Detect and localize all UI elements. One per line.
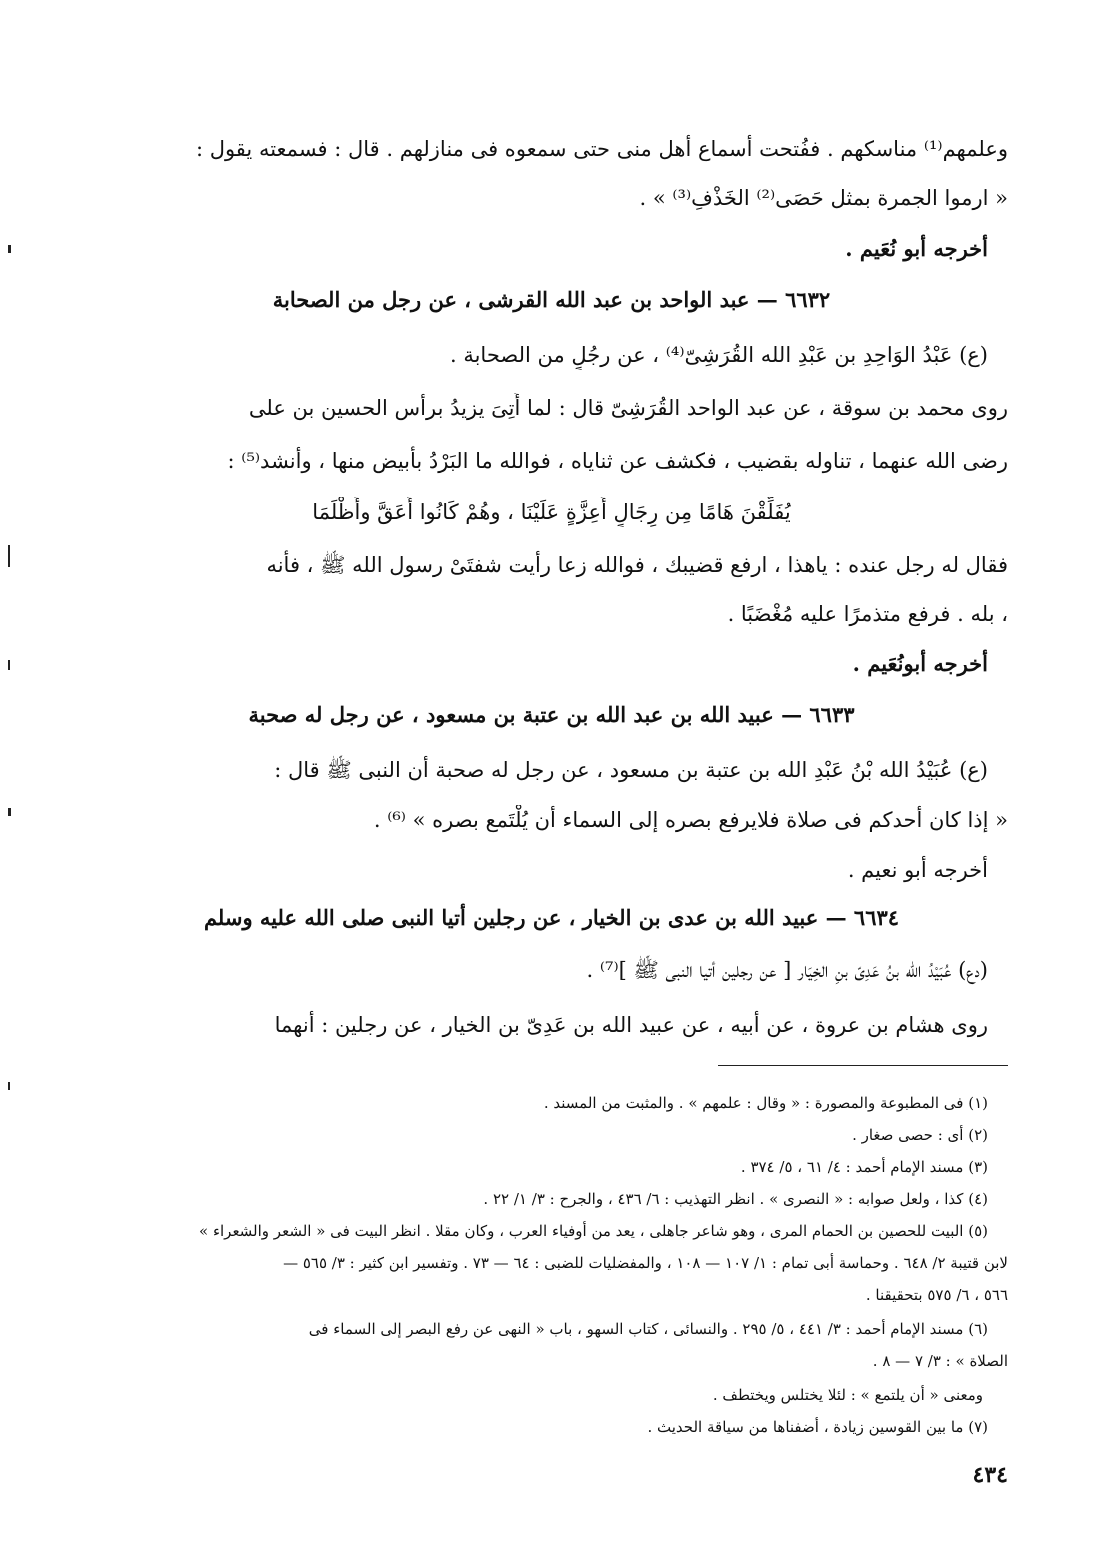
footnote-1: (١) فى المطبوعة والمصورة : « وقال : علمهم » . والمثبت من المسند .	[543, 1094, 988, 1112]
scan-margin-mark	[8, 545, 10, 567]
body-line-6: روى محمد بن سوقة ، عن عبد الواحد القُرَشِىّ قال : لما أُتِىَ يزيدُ برأس الحسين بن على	[248, 396, 1008, 420]
citation-abu-nuaym-3: أخرجه أبو نعيم .	[847, 858, 988, 882]
footnote-5-line-1: (٥) البيت للحصين بن الحمام المرى ، وهو شاعر جاهلى ، يعد من أوفياء العرب ، وكان مقلا . انظر البيت فى « الشعر والشعراء »	[199, 1222, 988, 1240]
footnote-separator	[718, 1065, 1008, 1066]
entry-heading-6634: ٦٦٣٤ — عبيد الله بن عدى بن الخيار ، عن رجلين أتيا النبى صلى الله عليه وسلم	[203, 905, 900, 930]
footnote-4: (٤) كذا ، ولعل صوابه : « النصرى » . انظر التهذيب : ٦/ ٤٣٦ ، والجرح : ٣/ ١/ ٢٢ .	[483, 1190, 988, 1208]
scan-margin-mark	[8, 660, 10, 670]
body-line-13: (ع) عُبَيْدُ الله بْنُ عَبْدِ الله بن عتبة بن مسعود ، عن رجل له صحبة أن النبى ﷺ قال :	[274, 758, 988, 782]
body-line-18: روى هشام بن عروة ، عن أبيه ، عن عبيد الله بن عَدِىّ بن الخيار ، عن رجلين : أنهما	[274, 1013, 988, 1037]
scan-margin-mark	[8, 1082, 10, 1090]
footnote-3: (٣) مسند الإمام أحمد : ٤/ ٦١ ، ٥/ ٣٧٤ .	[740, 1158, 988, 1176]
footnote-7: (٧) ما بين القوسين زيادة ، أضفناها من سياقة الحديث .	[647, 1418, 988, 1436]
scan-margin-mark	[8, 245, 11, 253]
citation-abu-nuaym-1: أخرجه أبو نُعَيم .	[845, 236, 988, 261]
body-line-1: وعلمهم⁽¹⁾ مناسكهم . ففُتحت أسماع أهل منى حتى سمعوه فى منازلهم . قال : فسمعته يقول :	[195, 137, 1008, 161]
body-line-5: (ع) عَبْدُ الوَاحِدِ بن عَبْدِ الله القُرَشِىّ⁽⁴⁾ ، عن رجُلٍ من الصحابة .	[449, 343, 988, 367]
entry-heading-6633: ٦٦٣٣ — عبيد الله بن عبد الله بن عتبة بن مسعود ، عن رجل له صحبة	[248, 702, 855, 727]
page-number: ٤٣٤	[972, 1462, 1008, 1488]
body-line-10: ، بله . فرفع متذمرًا عليه مُغْضَبًا .	[727, 602, 1008, 626]
body-line-14: « إذا كان أحدكم فى صلاة فلايرفع بصره إلى السماء أن يُلْتَمع بصره » ⁽⁶⁾ .	[373, 808, 1008, 832]
footnote-2: (٢) أى : حصى صغار .	[852, 1126, 988, 1144]
footnote-5-line-2: لابن قتيبة ٢/ ٦٤٨ . وحماسة أبى تمام : ١/ ١٠٧ — ١٠٨ ، والمفضليات للضبى : ٦٤ — ٧٣ . وتفسير ابن كثير : ٣/ ٥٦٥ —	[283, 1254, 1008, 1272]
body-line-17: (دع) عُبَيْدُ الله بنُ عَدِىّ بنِ الخِيَار [ عن رجلين أتيا النبى ﷺ ]⁽⁷⁾ .	[586, 958, 988, 982]
body-line-9: فقال له رجل عنده : ياهذا ، ارفع قضيبك ، فوالله زعا رأيت شفتَىْ رسول الله ﷺ ، فأنه	[266, 553, 1008, 577]
citation-abu-nuaym-2: أخرجه أبونُعَيم .	[852, 651, 988, 676]
footnote-6-line-1: (٦) مسند الإمام أحمد : ٣/ ٤٤١ ، ٥/ ٢٩٥ . والنسائى ، كتاب السهو ، باب « النهى عن رفع البصر إلى السماء فى	[308, 1320, 988, 1338]
footnote-6-line-2: الصلاة » : ٣/ ٧ — ٨ .	[872, 1352, 1008, 1370]
body-line-7: رضى الله عنهما ، تناوله بقضيب ، فكشف عن ثناياه ، فوالله ما البَرْدُ بأَبيض منها ، وأنشد⁽⁵⁾ :	[227, 449, 1008, 473]
scan-margin-mark	[8, 808, 11, 816]
entry-heading-6632: ٦٦٣٢ — عبد الواحد بن عبد الله القرشى ، عن رجل من الصحابة	[272, 287, 831, 312]
body-line-2: « ارموا الجمرة بمثل حَصَى⁽²⁾ الخَذْفِ⁽³⁾ » .	[639, 186, 1008, 210]
footnote-6-note: ومعنى « أن يلتمع » : لئلا يختلس ويختطف .	[712, 1386, 983, 1404]
poem-verse: يُفَلِّقْنَ هَامًا مِن رِجَالٍ أَعِزَّةٍ عَلَيْنَا ، وهُمْ كَانُوا أَعَقَّ وأَظْلَمَا	[312, 500, 791, 524]
footnote-5-line-3: ٥٦٦ ، ٦/ ٥٧٥ بتحقيقنا .	[865, 1286, 1008, 1304]
